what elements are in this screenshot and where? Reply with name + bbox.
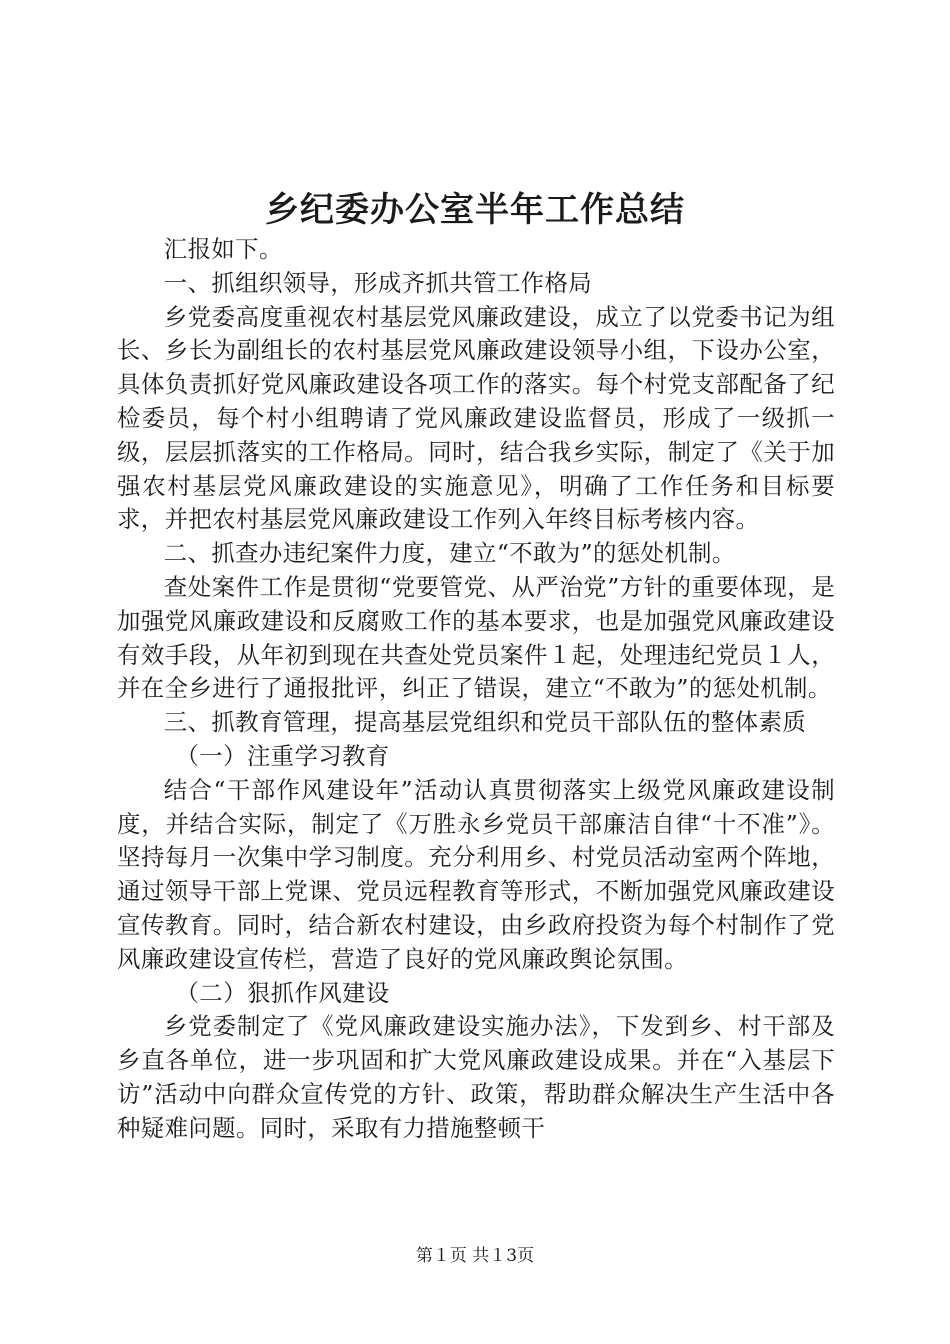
heading-section-3: 三、抓教育管理，提高基层党组织和党员干部队伍的整体素质 <box>163 708 807 737</box>
subheading-3-1: （一）注重学习教育 <box>175 741 390 770</box>
heading-section-1: 一、抓组织领导，形成齐抓共管工作格局 <box>163 268 593 297</box>
document-body <box>117 233 835 1146</box>
paragraph-intro: 汇报如下。 <box>163 235 283 263</box>
paragraph-section-2: 查处案件工作是贯彻“党要管党、从严治党”方针的重要体现，是加强党风廉政建设和反腐败工作的基本要求，也是加强党风廉政建设有效手段，从年初到现在共查处党员案件１起，处理违纪党员１人，并在全乡进行了通报批评，纠正了错误，建立“不敢为”的惩处机制。 <box>117 572 835 703</box>
heading-section-2: 二、抓查办违纪案件力度，建立“不敢为”的惩处机制。 <box>163 539 736 568</box>
subheading-3-2: （二）狠抓作风建设 <box>175 978 390 1007</box>
paragraph-3-2: 乡党委制定了《党风廉政建设实施办法》，下发到乡、村干部及乡直各单位，进一步巩固和扩大党风廉政建设成果。并在“入基层下访”活动中向群众宣传党的方针、政策，帮助群众解决生产生活中各种疑难问题。同时，采取有力措施整顿干 <box>117 1012 835 1142</box>
page-number-footer: 第１页 共１3页 <box>415 1246 535 1266</box>
paragraph-section-1: 乡党委高度重视农村基层党风廉政建设，成立了以党委书记为组长、乡长为副组长的农村基层党风廉政建设领导小组，下设办公室，具体负责抓好党风廉政建设各项工作的落实。每个村党支部配备了纪检委员，每个村小组聘请了党风廉政建设监督员，形成了一级抓一级，层层抓落实的工作格局。同时，结合我乡实际，制定了《关于加强农村基层党风廉政建设的实施意见》，明确了工作任务和目标要求，并把农村基层党风廉政建设工作列入年终目标考核内容。 <box>117 302 835 534</box>
paragraph-3-1: 结合“干部作风建设年”活动认真贯彻落实上级党风廉政建设制度，并结合实际，制定了《万胜永乡党员干部廉洁自律“十不准”》。坚持每月一次集中学习制度。充分利用乡、村党员活动室两个阵地，通过领导干部上党课、党员远程教育等形式，不断加强党风廉政建设宣传教育。同时，结合新农村建设，由乡政府投资为每个村制作了党风廉政建设宣传栏，营造了良好的党风廉政舆论氛围。 <box>117 775 835 973</box>
document-title: 乡纪委办公室半年工作总结 <box>265 190 685 230</box>
